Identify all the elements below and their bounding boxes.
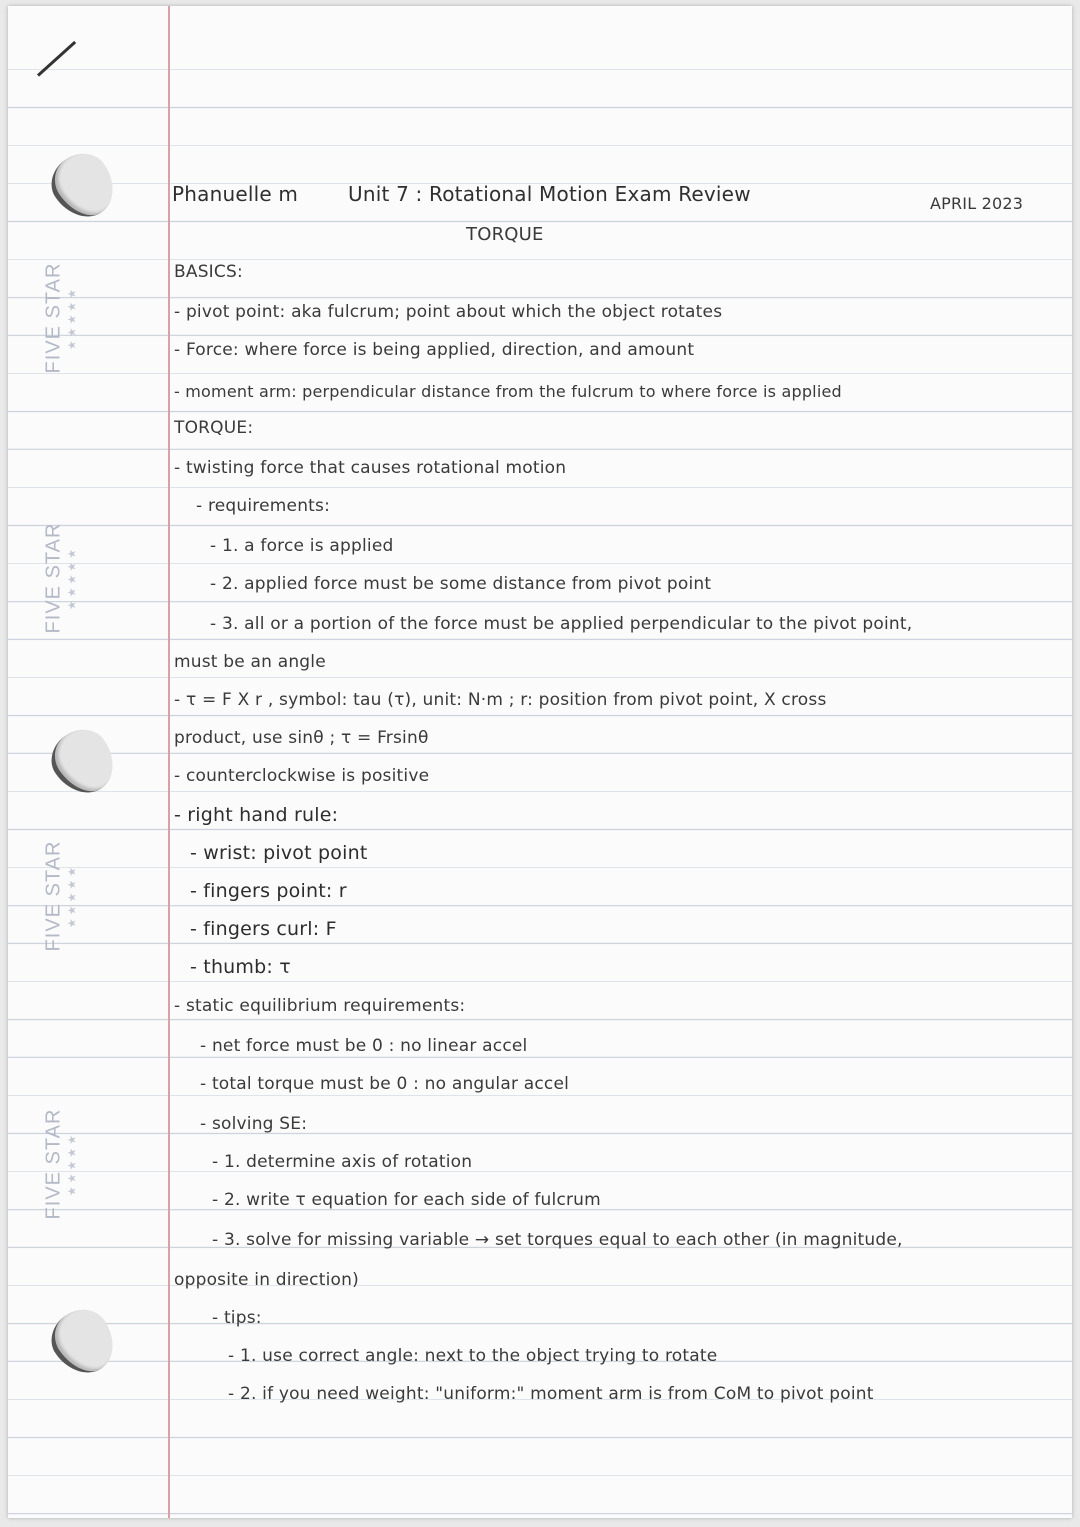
note-line: - solving SE: (200, 1114, 308, 1134)
binder-hole (41, 143, 126, 229)
brand-watermark: FIVE STAR ★★★★★ (42, 262, 78, 374)
heading-torque: TORQUE: (174, 418, 254, 438)
note-line: - 1. a force is applied (210, 536, 394, 556)
note-line: - 1. use correct angle: next to the object trying to rotate (228, 1346, 718, 1366)
note-line: - total torque must be 0 : no angular accel (200, 1074, 570, 1094)
author-name: Phanuelle m (172, 182, 299, 206)
pen-mark (37, 41, 76, 77)
note-line: - 3. solve for missing variable → set torques equal to each other (in magnitude, (212, 1230, 903, 1250)
brand-watermark: FIVE STAR ★★★★★ (42, 840, 78, 952)
date: APRIL 2023 (930, 194, 1024, 213)
note-line: opposite in direction) (174, 1270, 359, 1290)
note-line: product, use sinθ ; τ = Frsinθ (174, 728, 429, 748)
note-line: - Force: where force is being applied, direction, and amount (174, 340, 695, 360)
heading-basics: BASICS: (174, 262, 243, 282)
brand-watermark: FIVE STAR ★★★★★ (42, 522, 78, 634)
note-line: - counterclockwise is positive (174, 766, 430, 786)
section-title: TORQUE (466, 224, 544, 245)
note-line: - twisting force that causes rotational motion (174, 458, 567, 478)
margin-line (168, 6, 170, 1518)
note-line: - tips: (212, 1308, 262, 1328)
note-line: - requirements: (196, 496, 331, 516)
note-line: - 2. write τ equation for each side of fulcrum (212, 1190, 601, 1210)
note-line: - 1. determine axis of rotation (212, 1152, 473, 1172)
note-line: - fingers point: r (190, 880, 347, 902)
note-line: - fingers curl: F (190, 918, 337, 940)
note-line: - τ = F X r , symbol: tau (τ), unit: N·m ; r: position from pivot point, X cross (174, 690, 827, 710)
note-line: - 3. all or a portion of the force must be applied perpendicular to the pivot point, (210, 614, 913, 634)
page-title: Unit 7 : Rotational Motion Exam Review (348, 182, 751, 206)
binder-hole (41, 719, 126, 805)
note-line: - moment arm: perpendicular distance from the fulcrum to where force is applied (174, 382, 842, 401)
note-line: - pivot point: aka fulcrum; point about which the object rotates (174, 302, 723, 322)
note-line: - wrist: pivot point (190, 842, 368, 864)
binder-hole (41, 1299, 126, 1385)
note-line: - thumb: τ (190, 956, 291, 978)
note-line: - net force must be 0 : no linear accel (200, 1036, 528, 1056)
note-line: - 2. applied force must be some distance from pivot point (210, 574, 712, 594)
note-line: - 2. if you need weight: "uniform:" moment arm is from CoM to pivot point (228, 1384, 874, 1404)
note-line: - static equilibrium requirements: (174, 996, 466, 1016)
brand-watermark: FIVE STAR ★★★★★ (42, 1108, 78, 1220)
note-line: must be an angle (174, 652, 326, 672)
note-line: - right hand rule: (174, 804, 339, 826)
